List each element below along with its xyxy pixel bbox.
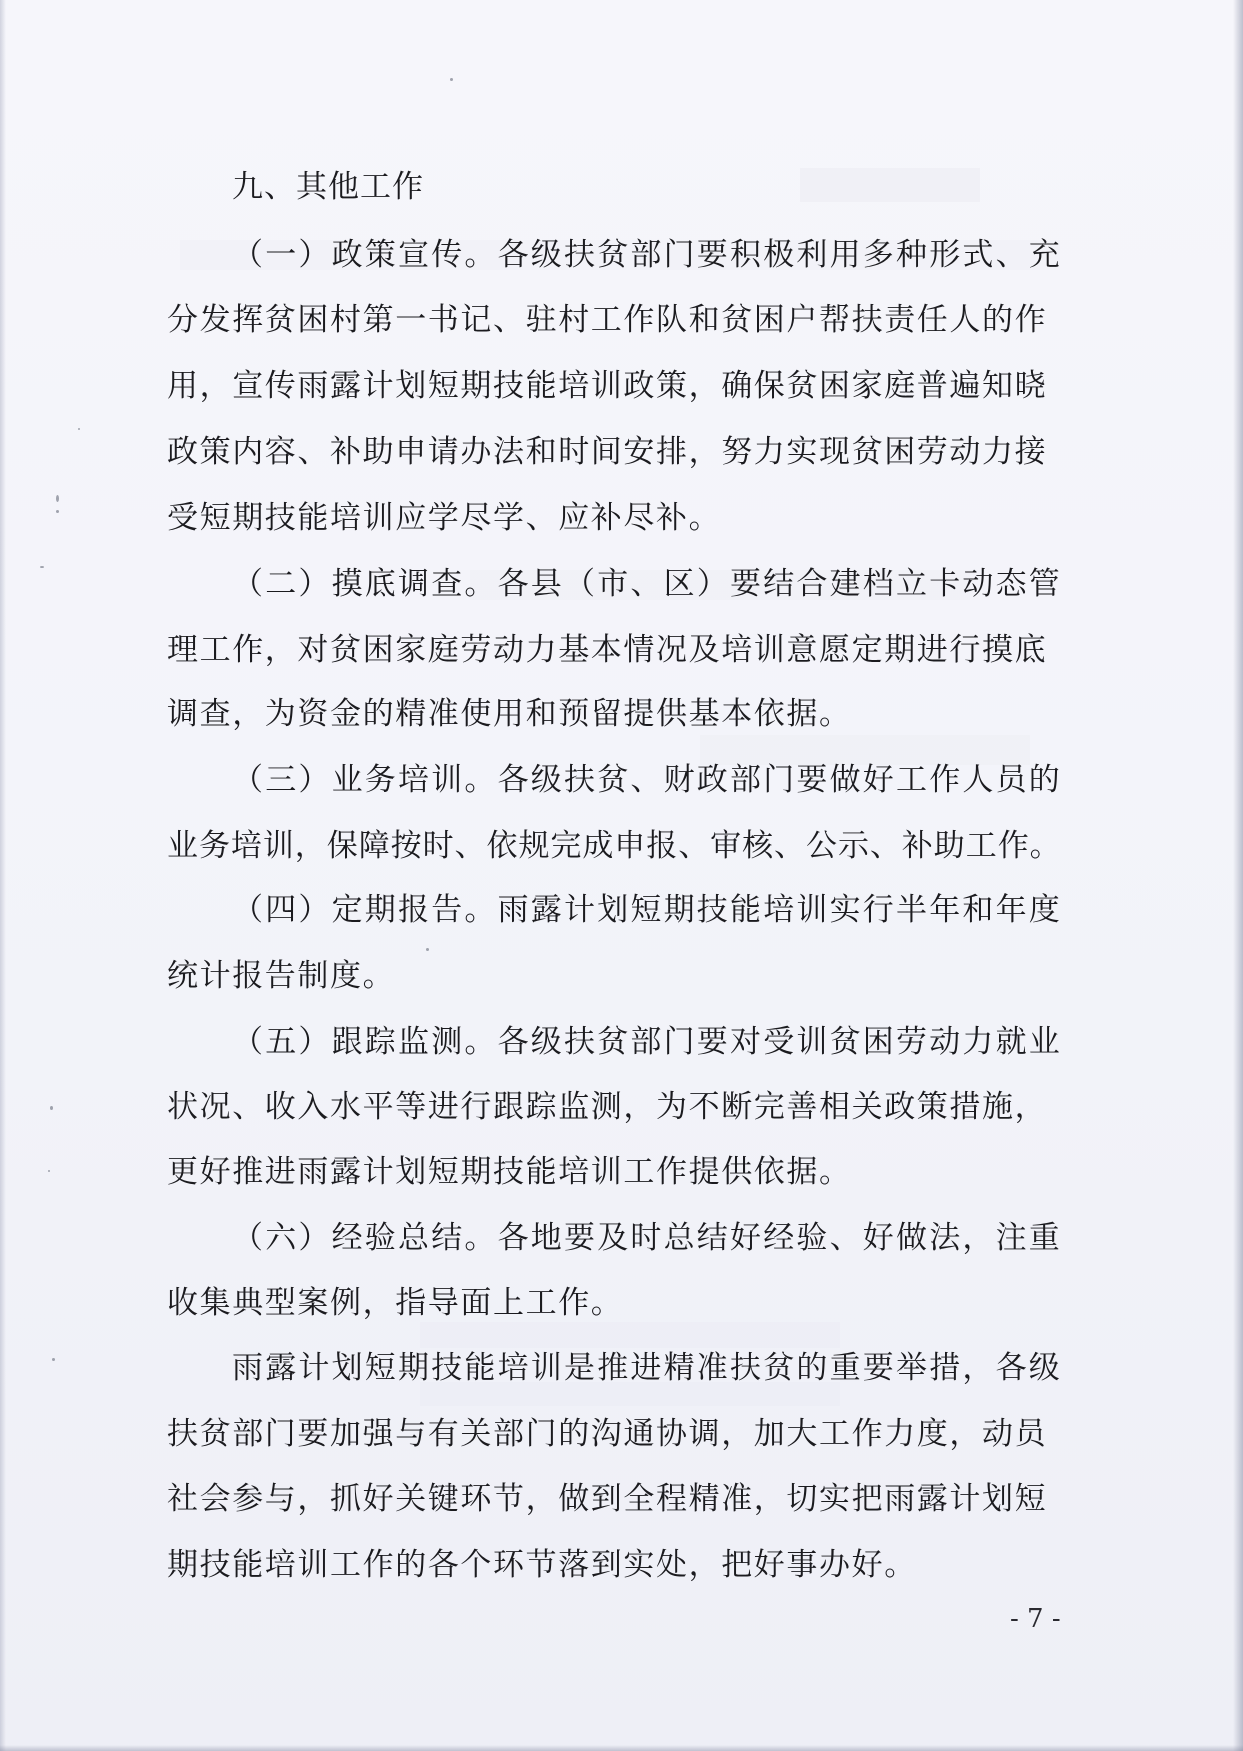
paragraph-4-line-2: 统计报告制度。 (167, 958, 396, 994)
scan-edge-left (0, 0, 6, 1751)
scan-edge-right (1233, 0, 1243, 1751)
paragraph-1-line-1: （一）政策宣传。各级扶贫部门要积极利用多种形式、充 (232, 237, 1062, 273)
paragraph-5-line-3: 更好推进雨露计划短期技能培训工作提供依据。 (167, 1154, 852, 1190)
scan-speck (450, 78, 453, 81)
paragraph-1-line-5: 受短期技能培训应学尽学、应补尽补。 (167, 500, 722, 536)
paragraph-2-line-1: （二）摸底调查。各县（市、区）要结合建档立卡动态管 (232, 566, 1062, 602)
paragraph-5-line-1: （五）跟踪监测。各级扶贫部门要对受训贫困劳动力就业 (232, 1024, 1062, 1060)
section-heading: 九、其他工作 (232, 169, 424, 205)
paragraph-5-line-2: 状况、收入水平等进行跟踪监测，为不断完善相关政策措施， (167, 1089, 1048, 1125)
paragraph-3-line-2: 业务培训，保障按时、依规完成申报、审核、公示、补助工作。 (167, 828, 1062, 864)
paragraph-7-line-2: 扶贫部门要加强与有关部门的沟通协调，加大工作力度，动员 (167, 1416, 1048, 1452)
scan-speck (48, 1170, 50, 1172)
scan-speck (40, 566, 44, 568)
paragraph-7-line-1: 雨露计划短期技能培训是推进精准扶贫的重要举措，各级 (232, 1350, 1062, 1386)
scan-speck (56, 510, 59, 513)
bleed-through-shadow (800, 168, 980, 202)
scan-edge-bottom (0, 1745, 1243, 1751)
paragraph-1-line-3: 用，宣传雨露计划短期技能培训政策，确保贫困家庭普遍知晓 (167, 368, 1048, 404)
paragraph-6-line-2: 收集典型案例，指导面上工作。 (167, 1285, 624, 1321)
paragraph-4-line-1: （四）定期报告。雨露计划短期技能培训实行半年和年度 (232, 892, 1062, 928)
paragraph-7-line-3: 社会参与，抓好关键环节，做到全程精准，切实把雨露计划短 (167, 1481, 1048, 1517)
paragraph-2-line-2: 理工作，对贫困家庭劳动力基本情况及培训意愿定期进行摸底 (167, 632, 1048, 668)
paragraph-7-line-4: 期技能培训工作的各个环节落到实处，把好事办好。 (167, 1547, 917, 1583)
scan-speck (50, 1106, 53, 1110)
scan-speck (426, 948, 429, 951)
paragraph-1-line-4: 政策内容、补助申请办法和时间安排，努力实现贫困劳动力接 (167, 434, 1048, 470)
paragraph-3-line-1: （三）业务培训。各级扶贫、财政部门要做好工作人员的 (232, 762, 1062, 798)
scan-speck (56, 495, 59, 502)
scan-speck (78, 428, 80, 430)
paragraph-6-line-1: （六）经验总结。各地要及时总结好经验、好做法，注重 (232, 1220, 1062, 1256)
paragraph-2-line-3: 调查，为资金的精准使用和预留提供基本依据。 (167, 696, 852, 732)
page-number: - 7 - (1010, 1604, 1061, 1634)
scan-speck (52, 1358, 55, 1361)
paragraph-1-line-2: 分发挥贫困村第一书记、驻村工作队和贫困户帮扶责任人的作 (167, 302, 1048, 338)
bleed-through-shadow (420, 1322, 840, 1348)
